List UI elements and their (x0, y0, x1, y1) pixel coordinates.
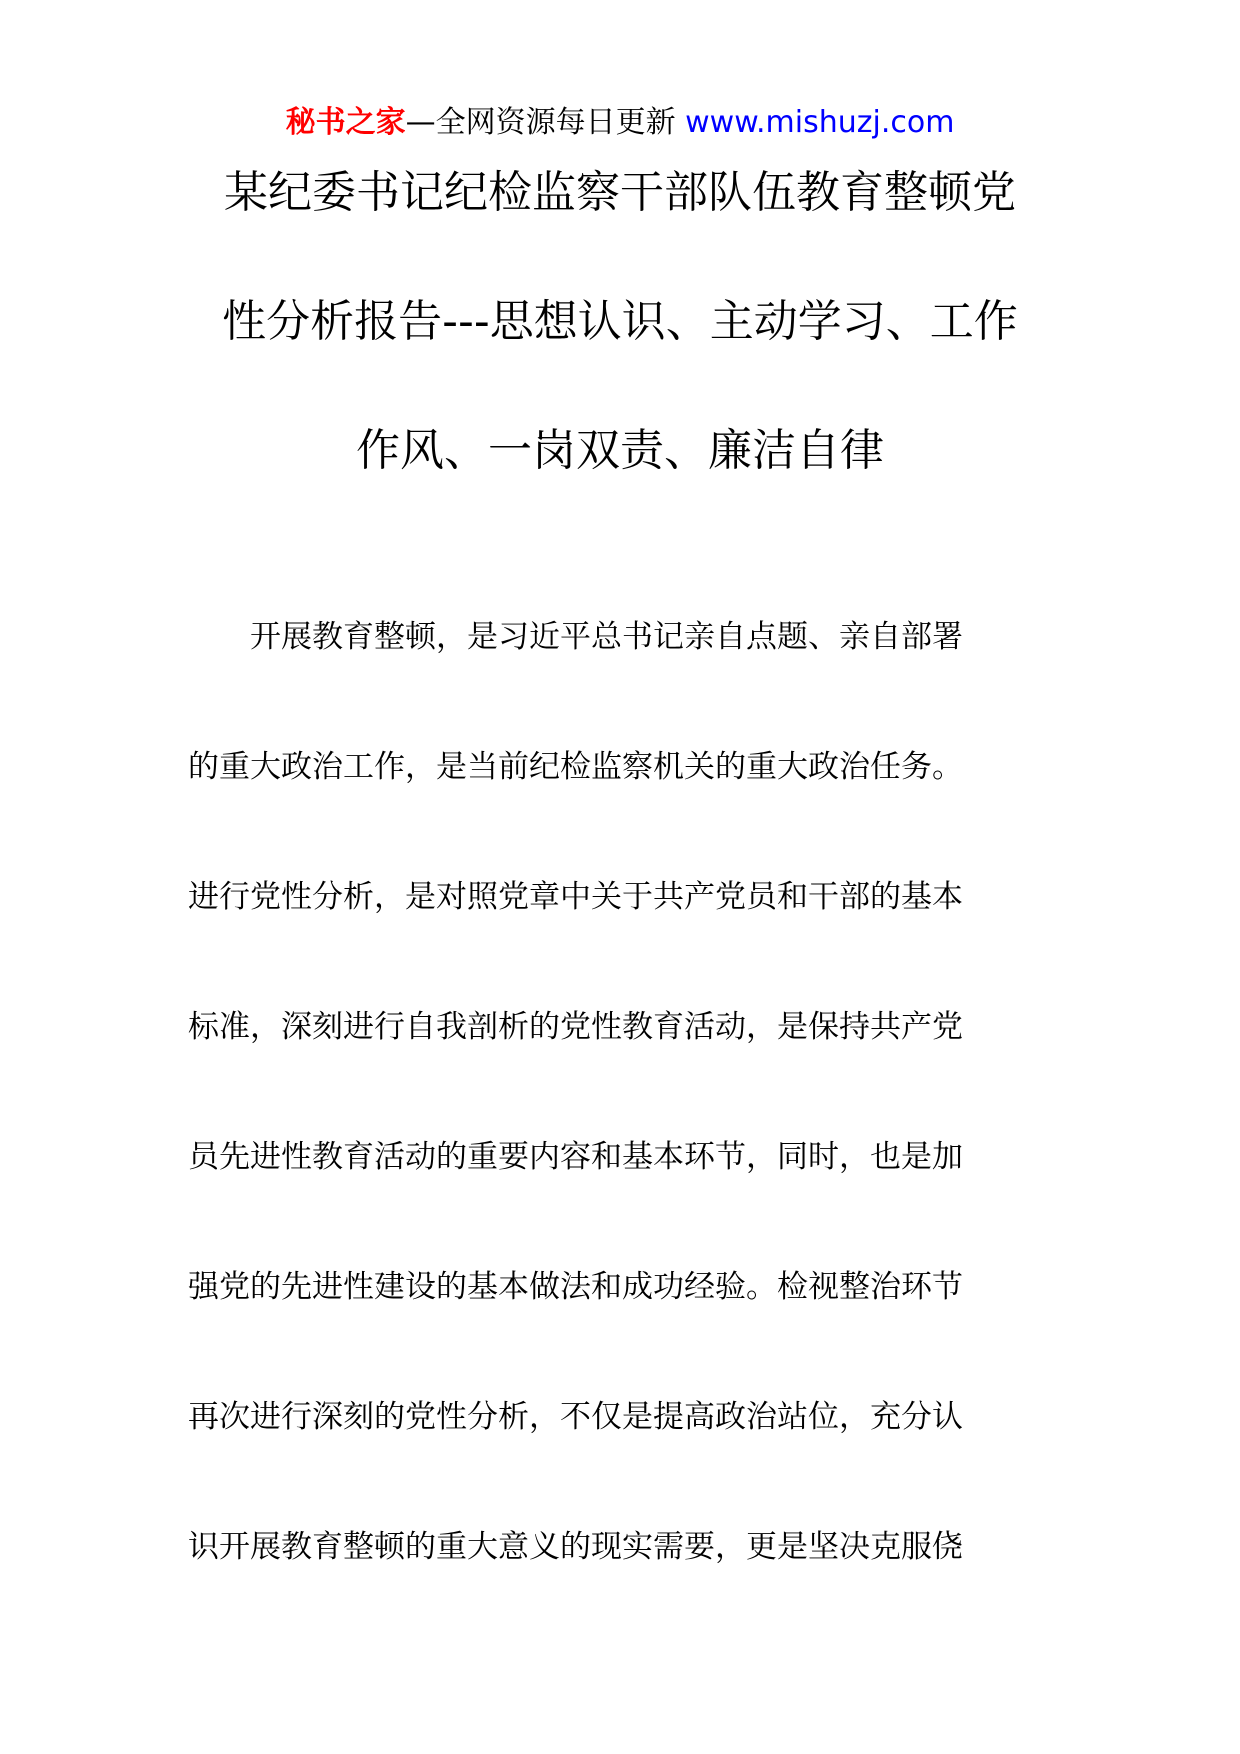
site-header (0, 100, 1240, 146)
body-line: 进行党性分析，是对照党章中关于共产党员和干部的基本 (188, 879, 963, 915)
title-line: 作风、一岗双责、廉洁自律 (356, 425, 884, 476)
title-line: 某纪委书记纪检监察干部队伍教育整顿党 (224, 167, 1016, 218)
title-line: 性分析报告---思想认识、主动学习、工作 (222, 296, 1018, 347)
brand-name: 秘书之家 (285, 105, 406, 140)
body-line: 的重大政治工作，是当前纪检监察机关的重大政治任务。 (188, 749, 963, 785)
body-line: 强党的先进性建设的基本做法和成功经验。检视整治环节 (188, 1269, 963, 1305)
header-slogan: —全网资源每日更新 (405, 105, 676, 140)
body-paragraph (188, 612, 1028, 1652)
document-title (150, 160, 1090, 547)
body-line: 开展教育整顿，是习近平总书记亲自点题、亲自部署 (250, 619, 963, 655)
body-line: 识开展教育整顿的重大意义的现实需要，更是坚决克服侥 (188, 1529, 963, 1565)
body-line: 标准，深刻进行自我剖析的党性教育活动，是保持共产党 (188, 1009, 963, 1045)
body-line: 员先进性教育活动的重要内容和基本环节，同时，也是加 (188, 1139, 963, 1175)
site-url-link[interactable]: www.mishuzj.com (685, 105, 955, 140)
body-line: 再次进行深刻的党性分析，不仅是提高政治站位，充分认 (188, 1399, 963, 1435)
